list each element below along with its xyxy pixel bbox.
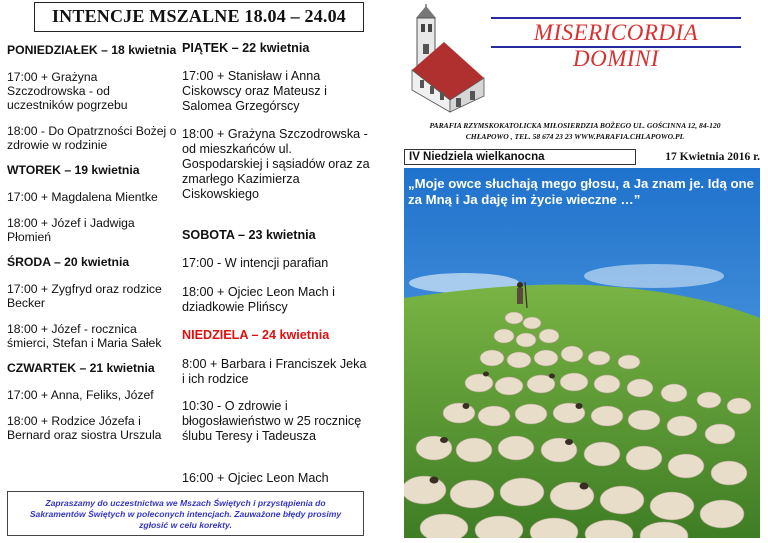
intention: 17:00 + Zygfryd oraz rodzice Becker — [7, 282, 162, 310]
day-heading: ŚRODA – 20 kwietnia — [7, 255, 130, 269]
intention: 17:00 + Grażyna Szczodrowska - od uczestników pogrzebu — [7, 70, 128, 112]
masthead-title: MISERICORDIA DOMINI — [533, 20, 699, 71]
address-line: PARAFIA RZYMSKOKATOLICKA MIŁOSIERDZIA BOŻEGO UL. GOŚCINNA 12, 84-120 — [429, 121, 721, 130]
intention: 18:00 + Józef i Jadwiga Płomień — [7, 216, 135, 244]
page-title: INTENCJE MSZALNE 18.04 – 24.04 — [34, 2, 364, 32]
sunday-name: IV Niedziela wielkanocna — [404, 149, 636, 165]
day-heading-sunday: NIEDZIELA – 24 kwietnia — [182, 328, 330, 342]
masthead-rule-bottom — [491, 46, 741, 48]
intention: 8:00 + Barbara i Franciszek Jeka i ich rodzice — [182, 357, 367, 386]
intention: 17:00 - W intencji parafian — [182, 256, 329, 270]
intention: 17:00 + Anna, Feliks, Józef — [7, 388, 154, 402]
masthead-rule-top — [491, 17, 741, 19]
parish-address — [400, 120, 750, 142]
intention: 16:00 + Ojciec Leon Mach — [182, 471, 329, 485]
day-heading: PONIEDZIAŁEK – 18 kwietnia — [7, 43, 177, 57]
intention: 17:00 + Magdalena Mientke — [7, 190, 158, 204]
scripture-quote: „Moje owce słuchają mego głosu, a Ja znam je. Idą one za Mną i Ja daję im życie wieczne …” — [408, 176, 754, 207]
day-heading: CZWARTEK – 21 kwietnia — [7, 361, 155, 375]
intention: 18:00 - Do Opatrzności Bożej o zdrowie w rodzinie — [7, 124, 177, 152]
address-line: CHŁAPOWO , TEL. 58 674 23 23 WWW.PARAFIA.CHLAPOWO.PL — [465, 132, 685, 141]
intention: 10:30 - O zdrowie i błogosławieństwo w 25 rocznicę ślubu Teresy i Tadeusza — [182, 399, 362, 443]
intention: 17:00 + Stanisław i Anna Ciskowscy oraz Mateusz i Salomea Grzegórscy — [182, 69, 327, 113]
church-logo — [404, 4, 486, 116]
day-heading: PIĄTEK – 22 kwietnia — [182, 41, 310, 55]
day-heading: WTOREK – 19 kwietnia — [7, 163, 140, 177]
intention: 18:00 + Grażyna Szczodrowska - od mieszkańców ul. Gospodarskiej i sąsiadów oraz za zmarłego Kazimierza Ciskowskiego — [182, 127, 370, 201]
shepherd-sheep-photo — [404, 168, 760, 538]
intention: 18:00 + Józef - rocznica śmierci, Stefan i Maria Sałek — [7, 322, 162, 350]
intention: 18:00 + Ojciec Leon Mach i dziadkowie Plińscy — [182, 285, 335, 314]
invitation-note: Zapraszamy do uczestnictwa we Mszach Świętych i przystąpienia do Sakramentów Świętych w poleconych intencjach. Zauważone błędy prosimy zgłosić w celu korekty. — [7, 491, 364, 536]
sunday-date: 17 Kwietnia 2016 r. — [665, 151, 760, 163]
day-heading: SOBOTA – 23 kwietnia — [182, 228, 316, 242]
intention: 18:00 + Rodzice Józefa i Bernard oraz siostra Urszula — [7, 414, 162, 442]
